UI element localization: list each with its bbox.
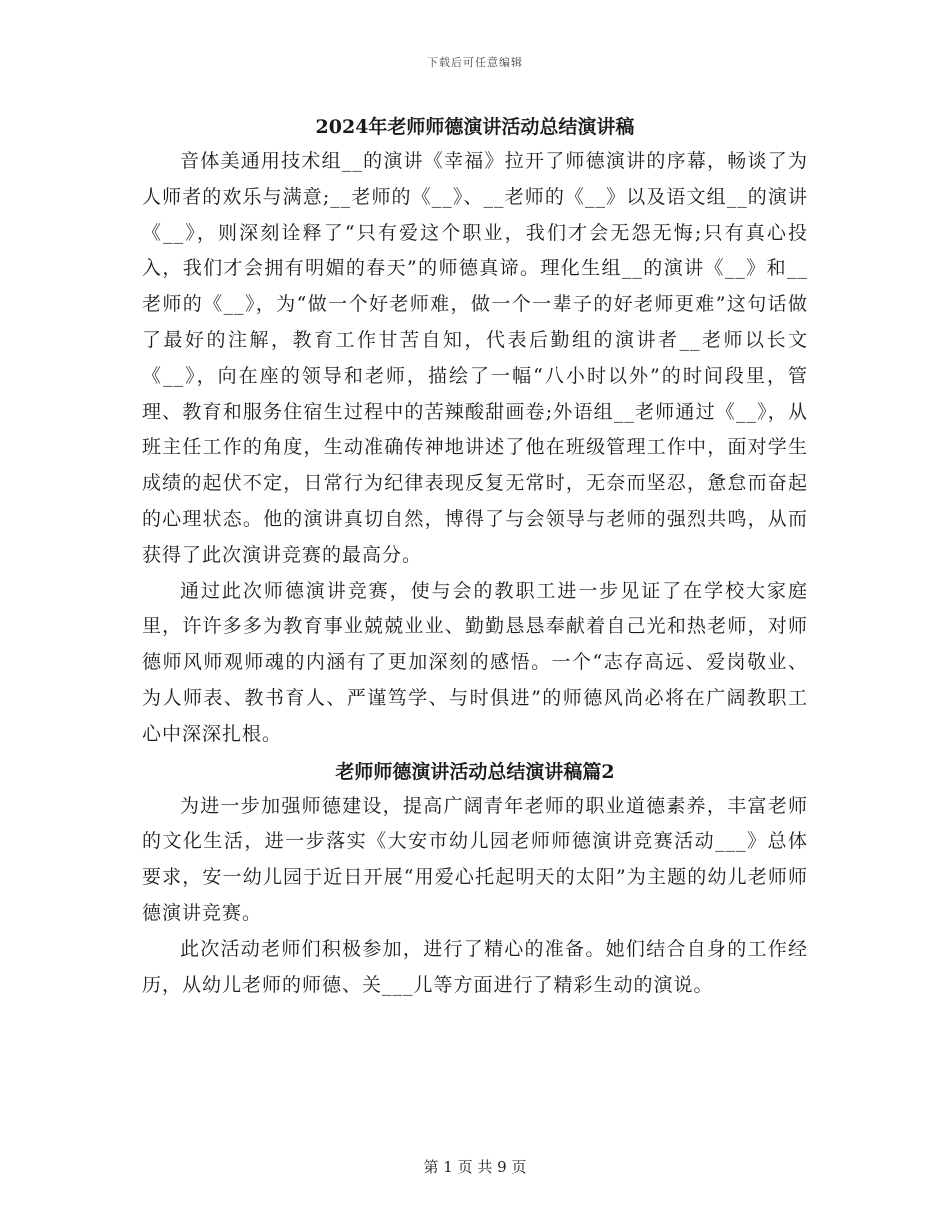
page-header-note: 下载后可任意编辑 — [427, 56, 523, 69]
paragraph-2: 通过此次师德演讲竞赛，使与会的教职工进一步见证了在学校大家庭里，许许多多为教育事业兢兢业业、勤勤恳恳奉献着自己光和热老师，对师德师风师观师魂的内涵有了更加深刻的感悟。一个“志存高远、爱岗敬业、为人师表、教书育人、严谨笃学、与时俱进”的师德风尚必将在广阔教职工心中深深扎根。 — [142, 579, 808, 745]
paragraph-4: 此次活动老师们积极参加，进行了精心的准备。她们结合自身的工作经历，从幼儿老师的师德、关___儿等方面进行了精彩生动的演说。 — [142, 937, 808, 996]
paragraph-3: 为进一步加强师德建设，提高广阔青年老师的职业道德素养，丰富老师的文化生活，进一步落实《大安市幼儿园老师师德演讲竞赛活动___》总体要求，安一幼儿园于近日开展“用爱心托起明天的太阳”为主题的幼儿老师师德演讲竞赛。 — [142, 794, 808, 924]
page-number: 第 1 页 共 9 页 — [423, 1158, 527, 1176]
paragraph-1: 音体美通用技术组__的演讲《幸福》拉开了师德演讲的序幕，畅谈了为人师者的欢乐与满意;__老师的《__》、__老师的《__》以及语文组__的演讲《__》，则深刻诠释了“只有爱这个职业，我们才会无怨无悔;只有真心投入，我们才会拥有明媚的春天”的师德真谛。理化生组__的演讲《__》和__老师的《__》，为“做一个好老师难，做一个一辈子的好老师更难”这句话做了最好的注解，教育工作甘苦自知，代表后勤组的演讲者__老师以长文《__》，向在座的领导和老师，描绘了一幅“八小时以外”的时间段里，管理、教育和服务住宿生过程中的苦辣酸甜画卷;外语组__老师通过《__》，从班主任工作的角度，生动准确传神地讲述了他在班级管理工作中，面对学生成绩的起伏不定，日常行为纪律表现反复无常时，无奈而坚忍，惫怠而奋起的心理状态。他的演讲真切自然，博得了与会领导与老师的强烈共鸣，从而获得了此次演讲竞赛的最高分。 — [142, 150, 808, 566]
document-title: 2024年老师师德演讲活动总结演讲稿 — [315, 116, 635, 138]
section-2-heading: 老师师德演讲活动总结演讲稿篇2 — [335, 760, 615, 783]
document-body — [142, 112, 808, 1003]
